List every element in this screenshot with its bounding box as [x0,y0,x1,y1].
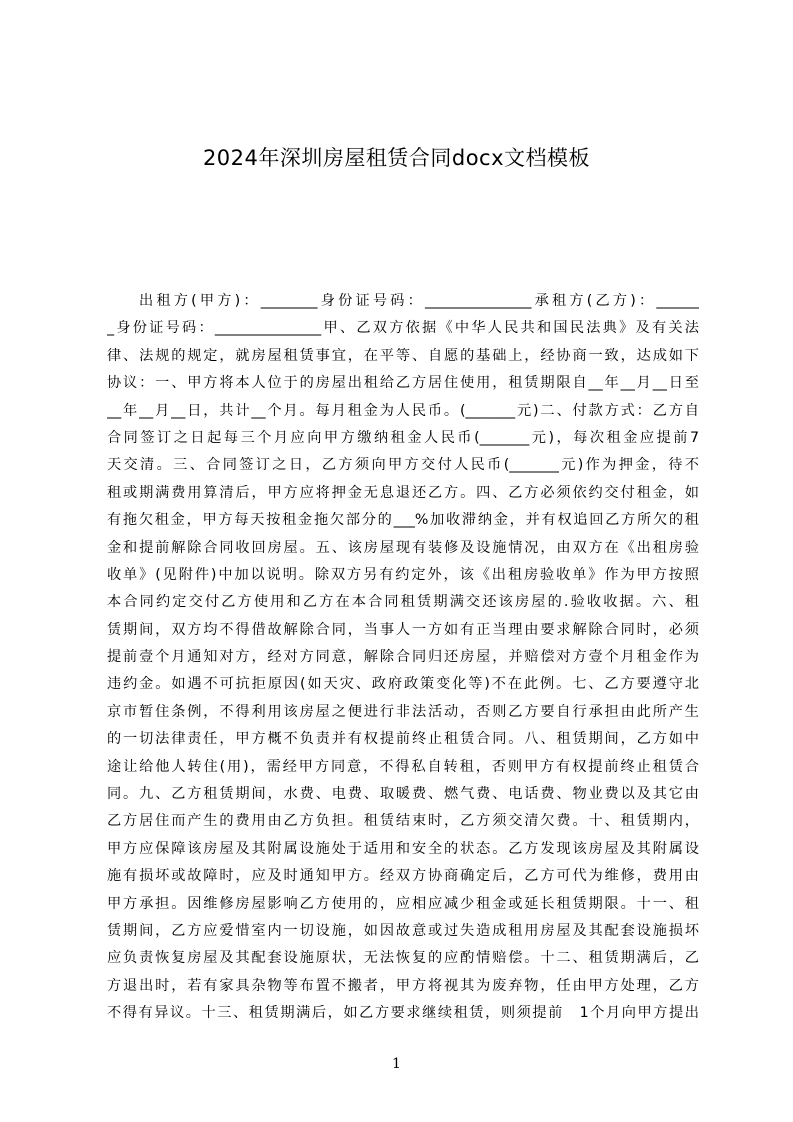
document-body [107,288,699,1028]
body-text-line: 有拖欠租金，甲方每天按租金拖欠部分的___%加收滞纳金，并有权追回乙方所欠的租 [107,512,699,529]
body-text-line: 合同签订之日起每三个月应向甲方缴纳租金人民币(_______元)，每次租金应提前7 [107,429,699,446]
body-text-line: 协议：一、甲方将本人位于的房屋出租给乙方居住使用，租赁期限自__年__月__日至 [107,375,699,392]
body-text-line: __年__月__日，共计__个月。每月租金为人民币。(_______元)二、付款方式：乙方自 [107,402,699,419]
body-text-line: 提前壹个月通知对方，经对方同意，解除合同归还房屋，并赔偿对方壹个月租金作为 [107,649,699,666]
body-text-line: 收单》(见附件)中加以说明。除双方另有约定外，该《出租房验收单》作为甲方按照 [107,566,699,583]
body-text-line: 京市暂住条例，不得利用该房屋之便进行非法活动，否则乙方要自行承担由此所产生 [107,703,699,720]
document-title: 2024年深圳房屋租赁合同docx文档模板 [202,146,591,170]
body-text-line: 本合同约定交付乙方使用和乙方在本合同租赁期满交还该房屋的.验收收据。六、租 [107,594,699,611]
body-text-line: 出租方(甲方)：________身份证号码：_______________承租方(乙方)：______ [139,293,699,309]
body-text-line: 不得有异议。十三、租赁期满后，如乙方要求继续租赁，则须提前 1个月向甲方提出 [107,1005,699,1022]
body-text-line: 律、法规的规定，就房屋租赁事宜，在平等、自愿的基础上，经协商一致，达成如下 [107,347,699,364]
body-text-line: 赁期间，乙方应爱惜室内一切设施，如因故意或过失造成租用房屋及其配套设施损坏 [107,922,699,939]
body-text-line: 应负责恢复房屋及其配套设施原状，无法恢复的应酌情赔偿。十二、租赁期满后，乙 [107,950,699,967]
body-text-line: 甲方承担。因维修房屋影响乙方使用的，应相应减少租金或延长租赁期限。十一、租 [107,895,699,912]
body-text-line: 天交清。三、合同签订之日，乙方须向甲方交付人民币(_______元)作为押金，待不 [107,457,699,474]
page-number: 1 [392,1056,401,1072]
body-text-line: 金和提前解除合同收回房屋。五、该房屋现有装修及设施情况，由双方在《出租房验 [107,539,699,556]
body-text-line: 租或期满费用算清后，甲方应将押金无息退还乙方。四、乙方必须依约交付租金，如 [107,484,699,501]
body-text-line: 违约金。如遇不可抗拒原因(如天灾、政府政策变化等)不在此例。七、乙方要遵守北 [107,676,699,693]
body-text-line: 途让给他人转住(用)，需经甲方同意，不得私自转租，否则甲方有权提前终止租赁合 [107,758,699,775]
body-text-line: 的一切法律责任，甲方概不负责并有权提前终止租赁合同。八、租赁期间，乙方如中 [107,731,699,748]
body-text-line: 方退出时，若有家具杂物等布置不搬者，甲方将视其为废弃物，任由甲方处理，乙方 [107,977,699,994]
body-text-line: 乙方居住而产生的费用由乙方负担。租赁结束时，乙方须交清欠费。十、租赁期内， [107,813,699,830]
body-text-line: 施有损坏或故障时，应及时通知甲方。经双方协商确定后，乙方可代为维修，费用由 [107,868,699,885]
body-text-line: 同。九、乙方租赁期间，水费、电费、取暖费、燃气费、电话费、物业费以及其它由 [107,786,699,803]
body-text-line: 赁期间，双方均不得借故解除合同，当事人一方如有正当理由要求解除合同时，必须 [107,621,699,638]
body-text-line: _身份证号码：_______________甲、乙双方依据《中华人民共和国民法典》及有关法 [107,320,699,337]
body-text-line: 甲方应保障该房屋及其附属设施处于适用和安全的状态。乙方发现该房屋及其附属设 [107,840,699,857]
